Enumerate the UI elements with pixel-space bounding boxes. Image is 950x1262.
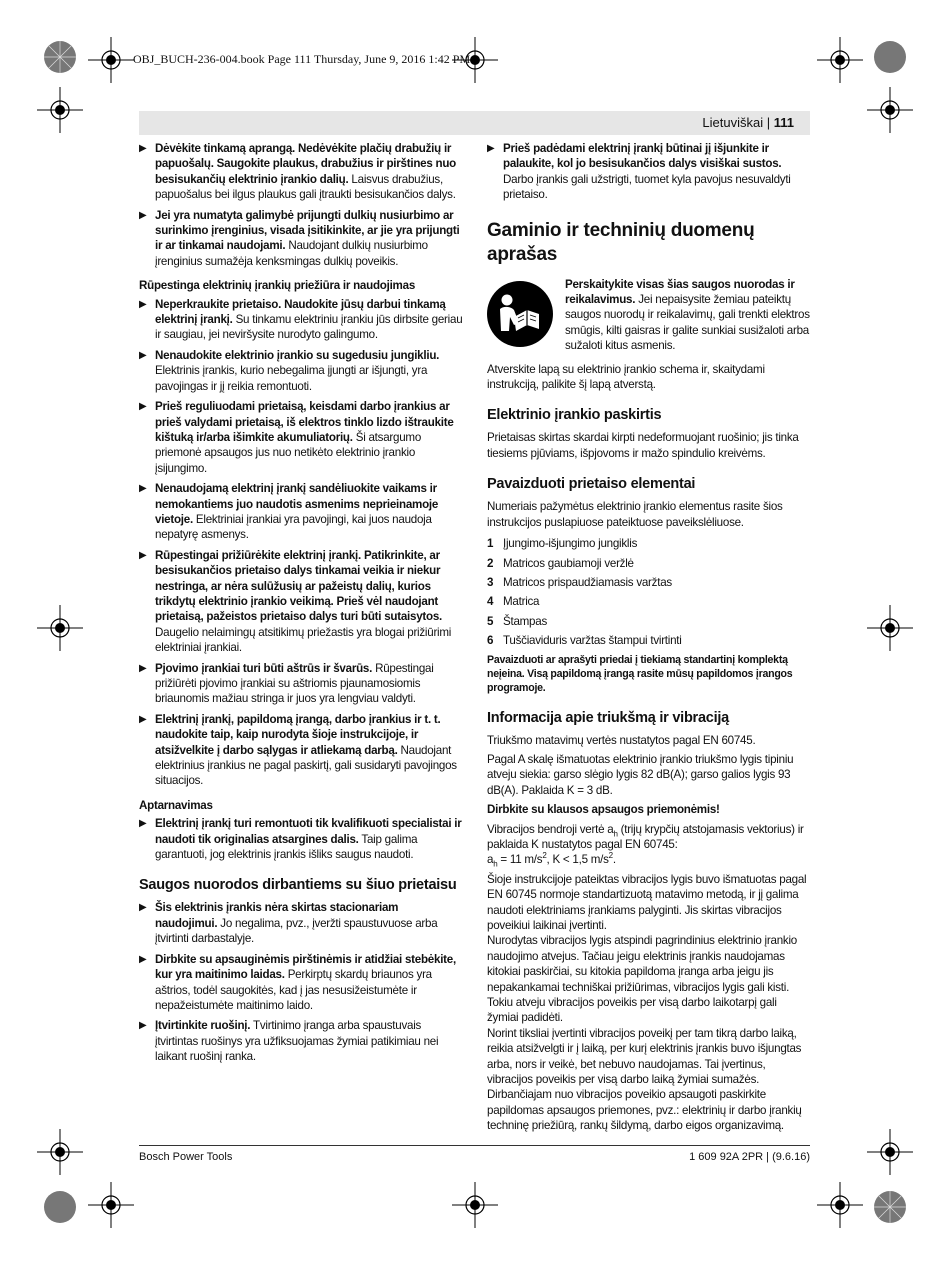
registration-mark-bottom-center [450, 1180, 500, 1230]
warning-body: Jei nepaisysite žemiau pateiktų saugos nuorodų ir reikalavimų, gali trenkti elektros smūgis, kilti gaisras ir galite sunkiai susižaloti arba sužaloti kitus asmenis. [565, 293, 810, 353]
bullet-text: Jo negalima, pvz., įveržti spaustuvuose arba įtvirtinti darbastalyje. [155, 916, 438, 946]
vib-val-sup: 2 [542, 851, 547, 861]
bullet-bold: Prieš reguliuodami prietaisą, keisdami darbo įrankius ar prieš valydami prietaisą, iš elektros tinklo lizdo ištraukite kištuką ir/arba išimkite akumuliatorių. [155, 400, 454, 444]
color-wheel-top-left [43, 40, 77, 74]
language-page-label: Lietuviškai | 111 [702, 115, 794, 130]
bullet-text: Ši atsargumo priemonė apsaugos jus nuo netikėto elektrinio įrankio įsijungimo. [155, 430, 422, 475]
bullet-item [139, 141, 463, 203]
bullet-bold: Šis elektrinis įrankis nėra skirtas stacionariam naudojimui. [155, 901, 399, 930]
color-wheel-top-right [873, 40, 907, 74]
list-item [487, 633, 810, 648]
item-number: 3 [487, 575, 494, 589]
noise-warning: Dirbkite su klausos apsaugos priemonėmis! [487, 803, 720, 817]
vib-sub: h [613, 828, 618, 838]
bullet-bold: Nenaudokite elektrinio įrankio su sugedusiu jungikliu. [155, 348, 440, 362]
file-header: OBJ_BUCH-236-004.book Page 111 Thursday, June 9, 2016 1:42 PM [133, 52, 471, 66]
item-number: 6 [487, 634, 494, 648]
bullet-text: Daugelio nelaimingų atsitikimų priežastis yra blogai prižiūrimi elektriniai įrankiai. [155, 625, 452, 655]
noise-p1: Triukšmo matavimų vertės nustatytos pagal EN 60745. [487, 733, 756, 747]
item-number: 4 [487, 595, 494, 609]
triangle-bullet-icon: ▶ [139, 1020, 147, 1032]
read-manual-icon [487, 281, 553, 347]
vibration-p4: Nurodytas vibracijos lygis atspindi pagrindinius elektrinio įrankio naudojimo atvejus. Tačiau jeigu elektrinis įrankis naudojamas kitokiai paskirčiai, su kitokia papildoma įranga arba jeigu jis nepakankamai techniškai prižiūrimas, vibracijos lygis gali kisti. Tokiu atveju vibracijos poveikis per visą darbo laikotarpį gali žymiai padidėti. [487, 934, 797, 1025]
vib-val-d: . [612, 853, 616, 867]
list-item [487, 536, 810, 551]
item-text: Matrica [503, 595, 540, 609]
vib-text-b: (trijų krypčių atstojamasis vektorius) ir paklaida K nustatytos pagal EN 60745: [487, 822, 804, 851]
heading-elements: Pavaizduoti prietaiso elementai [487, 476, 696, 493]
fold-note: Atverskite lapą su elektrinio įrankio schema ir, skaitydami instrukciją, palikite šį lapą atverstą. [487, 362, 765, 392]
section-title: Gaminio ir techninių duomenų aprašas [487, 219, 755, 265]
vibration-values [487, 852, 810, 867]
vibration-p3: Šioje instrukcijoje pateiktas vibracijos lygis buvo išmatuotas pagal EN 60745 normoje standartizuotą matavimo metodą, ir jį galima naudoti elektriniams įrankiams palyginti. Jis skirtas vibracijos poveikiui laikinai įvertinti. [487, 872, 807, 932]
item-text: Matricos prispaudžiamasis varžtas [503, 575, 672, 589]
triangle-bullet-icon: ▶ [139, 713, 147, 725]
bullet-text: Darbo įrankis gali užstrigti, tuomet kyla pavojus nesuvaldyti prietaiso. [503, 172, 791, 202]
bullet-text: Rūpestingai prižiūrėti pjovimo įrankiai su aštriomis pjaunamosiomis briaunomis mažiau stringa ir juos yra lengviau valdyti. [155, 661, 434, 706]
registration-mark-top-right [815, 35, 865, 85]
registration-mark-right-middle [865, 603, 915, 653]
triangle-bullet-icon: ▶ [139, 818, 147, 830]
bullet-bold: Nenaudojamą elektrinį įrankį sandėliuokite vaikams ir nemokantiems juo naudotis asmenims neprieinamoje vietoje. [155, 482, 439, 526]
bullet-item [139, 399, 463, 476]
list-item [487, 556, 810, 571]
triangle-bullet-icon: ▶ [139, 953, 147, 965]
bullet-text: Su tinkamu elektriniu įrankiu jūs dirbsite geriau ir saugiau, jei neviršysite nurodyto galingumo. [155, 313, 463, 342]
bullet-item [139, 661, 463, 707]
bullet-text: Taip galima garantuoti, jog elektrinis įrankis išliks saugus naudoti. [155, 832, 418, 862]
bullet-item [139, 548, 463, 656]
bullet-bold: Elektrinį įrankį turi remontuoti tik kvalifikuoti specialistai ir naudoti tik originalias atsargines dalis. [155, 817, 462, 846]
item-text: Matricos gaubiamoji veržlė [503, 556, 634, 570]
accessory-note: Pavaizduoti ar aprašyti priedai į tiekiamą standartinį komplektą neįeina. Visą papildomą įrangą rasite mūsų papildomos įrangos programoje. [487, 653, 793, 694]
page-number: 111 [773, 115, 794, 130]
list-item [487, 594, 810, 609]
footer-brand: Bosch Power Tools [139, 1151, 233, 1163]
registration-mark-top-left [86, 35, 136, 85]
triangle-bullet-icon: ▶ [139, 549, 147, 561]
item-number: 5 [487, 614, 494, 628]
bullet-bold: Rūpestingai prižiūrėkite elektrinį įrankį. Patikrinkite, ar besisukančios prietaiso dalys tinkamai veikia ir niekur nestringa, ar nėra sulūžusių ar pažeistų dalių, kurios trikdytų elektrinio įrankio veikimą. Prieš vėl naudojant prietaisą, pažeistos prietaiso dalys turi būti sutaisytos. [155, 548, 443, 624]
language-label: Lietuviškai [702, 115, 764, 130]
footer-doc-code: 1 609 92A 2PR | (9.6.16) [689, 1151, 810, 1163]
list-item [487, 575, 810, 590]
color-wheel-bottom-left [43, 1190, 77, 1224]
bullet-bold: Neperkraukite prietaiso. Naudokite jūsų darbui tinkamą elektrinį įrankį. [155, 297, 446, 327]
bullet-text: Naudojant elektrinius įrankius ne pagal paskirtį, gali susidaryti pavojingos situacijos. [155, 743, 457, 788]
bullet-bold: Įtvirtinkite ruošinį. [155, 1019, 251, 1033]
purpose-text: Prietaisas skirtas skardai kirpti nedeformuojant ruošinio; jis tinka tiesiems pjūviams, išpjovoms ir mažo spindulio kreivėms. [487, 431, 799, 460]
bullet-text: Perkirptų skardų briaunos yra aštrios, todėl saugokitės, kad į jas nesusižeistumėte ir nepažeistumėte maitinimo laido. [155, 968, 432, 1012]
subheading-care: Rūpestinga elektrinių įrankių priežiūra ir naudojimas [139, 279, 416, 293]
bullet-item [139, 481, 463, 543]
heading-safety: Saugos nuorodos dirbantiems su šiuo prietaisu [139, 877, 457, 894]
triangle-bullet-icon: ▶ [139, 401, 147, 413]
noise-p2: Pagal A skalę išmatuotas elektrinio įrankio triukšmo lygis tipiniu atveju siekia: garso slėgio lygis 82 dB(A); garso galios lygis 93 dB(A). Paklaida K = 3 dB. [487, 752, 794, 797]
vibration-p6: Dirbančiajam nuo vibracijos poveikio apsaugoti paskirkite papildomas apsaugos priemones, pvz.: elektrinių ir darbo įrankių techninę priežiūrą, rankų šildymą, darbo eigos organizavimą. [487, 1088, 802, 1133]
bullet-bold: Dėvėkite tinkamą aprangą. Nedėvėkite plačių drabužių ir papuošalų. Saugokite plaukus, drabužius ir pirštines nuo besisukančių elektrinio įrankio dalių. [155, 142, 457, 186]
triangle-bullet-icon: ▶ [487, 143, 495, 154]
language-bar [139, 111, 810, 135]
bullet-text: Elektriniai įrankiai yra pavojingi, kai juos naudoja nepatyrę asmenys. [155, 512, 432, 542]
triangle-bullet-icon: ▶ [139, 349, 147, 361]
registration-mark-right-bottom [865, 1127, 915, 1177]
registration-mark-right-top [865, 85, 915, 135]
registration-mark-bottom-right [815, 1180, 865, 1230]
heading-noise: Informacija apie triukšmą ir vibraciją [487, 709, 729, 726]
registration-mark-left-bottom [35, 1127, 85, 1177]
footer-divider [139, 1145, 810, 1146]
bullet-bold: Prieš padėdami elektrinį įrankį būtinai jį išjunkite ir palaukite, kol jo besisukančios dalys visiškai sustos. [503, 142, 782, 171]
registration-mark-bottom-left [86, 1180, 136, 1230]
bullet-item [139, 1018, 463, 1064]
vibration-p5: Norint tiksliai įvertinti vibracijos poveikį per tam tikrą darbo laiką, reikia atsižvelgti ir į laiką, per kurį elektrinis įrankis buvo išjungtas arba, nors ir veikė, bet nebuvo naudojamas. Tai įvertinus, vibracijos poveikis per visą darbo laiką žymiai sumažės. [487, 1026, 802, 1087]
bullet-item [139, 952, 463, 1014]
registration-mark-left-middle [35, 603, 85, 653]
triangle-bullet-icon: ▶ [139, 143, 147, 154]
bullet-item [139, 816, 463, 862]
triangle-bullet-icon: ▶ [139, 662, 147, 674]
bullet-bold: Jei yra numatyta galimybė prijungti dulkių nusiurbimo ar surinkimo įrenginius, visada įsitikinkite, ar jie yra prijungti ir ar tinkamai naudojami. [155, 208, 460, 253]
bullet-item [139, 712, 463, 789]
item-text: Štampas [503, 614, 548, 628]
vib-val-b: = 11 m/s [497, 853, 543, 867]
color-wheel-bottom-right [873, 1190, 907, 1224]
triangle-bullet-icon: ▶ [139, 298, 147, 310]
bullet-text: Elektrinis įrankis, kurio nebegalima įjungti ar išjungti, yra pavojingas ir jį reikia remontuoti. [155, 364, 428, 393]
vib-val-c: , K < 1,5 m/s [546, 853, 609, 867]
warning-bold: Perskaitykite visas šias saugos nuorodas ir reikalavimus. [565, 277, 795, 307]
registration-mark-left-top [35, 85, 85, 135]
bullet-text: Naudojant dulkių nusiurbimo įrenginius sumažėja kenksmingas dulkių poveikis. [155, 239, 428, 268]
elements-intro: Numeriais pažymėtus elektrinio įrankio elementus rasite šios instrukcijos puslapiuose pateiktuose paveikslėliuose. [487, 500, 783, 529]
bullet-text: Laisvus drabužius, papuošalus bei ilgus plaukus gali įtraukti besisukančios dalys. [155, 172, 456, 202]
heading-purpose: Elektrinio įrankio paskirtis [487, 407, 662, 424]
vib-val-sub: h [493, 859, 498, 869]
vibration-p1 [487, 822, 810, 853]
warning-text [565, 277, 810, 354]
bullet-item [139, 900, 463, 946]
right-column [487, 141, 810, 1138]
vib-val-a: a [487, 853, 494, 867]
item-text: Tuščiaviduris varžtas štampui tvirtinti [503, 634, 682, 648]
list-item [487, 614, 810, 629]
left-column [139, 141, 463, 1070]
bullet-text: Tvirtinimo įranga arba spaustuvais įtvirtintas ruošinys yra užfiksuojamas žymiai patikimiau nei laikant ruošinį ranka. [155, 1019, 439, 1064]
bullet-bold: Pjovimo įrankiai turi būti aštrūs ir švarūs. [155, 661, 373, 675]
bullet-bold: Elektrinį įrankį, papildomą įrangą, darbo įrankius ir t. t. naudokite taip, kaip nurodyta šioje instrukcijoje, ir atsižvelkite į darbo sąlygas ir atliekamą darbą. [155, 712, 441, 757]
bullet-item [139, 348, 463, 394]
warning-block [487, 277, 810, 354]
vib-text-a: Vibracijos bendroji vertė a [487, 822, 614, 836]
item-text: Įjungimo-išjungimo jungiklis [503, 537, 638, 551]
triangle-bullet-icon: ▶ [139, 902, 147, 914]
triangle-bullet-icon: ▶ [139, 209, 147, 221]
triangle-bullet-icon: ▶ [139, 483, 147, 495]
item-number: 2 [487, 556, 494, 570]
bullet-item [139, 297, 463, 343]
bullet-item [487, 141, 810, 203]
subheading-service: Aptarnavimas [139, 798, 213, 812]
bullet-item [139, 208, 463, 270]
bullet-bold: Dirbkite su apsauginėmis pirštinėmis ir atidžiai stebėkite, kur yra maitinimo laidas. [155, 952, 456, 982]
item-number: 1 [487, 537, 494, 551]
vib-val-sup2: 2 [608, 851, 613, 861]
